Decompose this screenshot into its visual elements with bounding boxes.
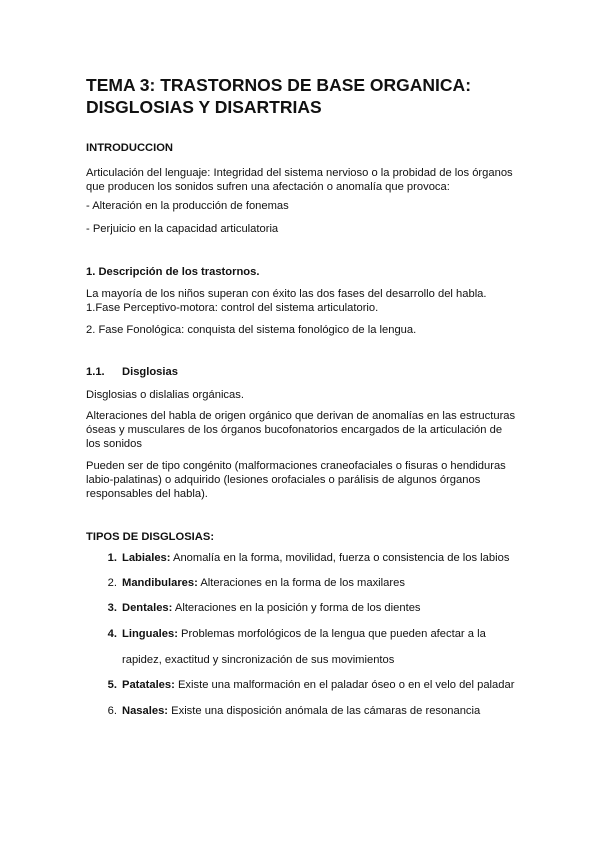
list-item-text: rapidez, exactitud y sincronización de sus movimientos [122,654,395,666]
intro-p1-line2: que producen los sonidos sufren una afectación o anomalía que provoca: [86,181,450,193]
section11-p3-line2: labio-palatinas) o adquirido (lesiones orofaciales o parálisis de algunos órganos [86,474,481,486]
intro-heading: INTRODUCCION [86,142,174,154]
section11-p3-line1: Pueden ser de tipo congénito (malformaciones craneofaciales o fisuras o hendiduras [86,460,506,472]
title-line-1: TEMA 3: TRASTORNOS DE BASE ORGANICA: [86,75,472,95]
intro-bullet-2: - Perjuicio en la capacidad articulatoria [86,223,279,235]
section11-p2-line1: Alteraciones del habla de origen orgánico que derivan de anomalías en las estructuras [86,410,516,422]
section1-heading: 1. Descripción de los trastornos. [86,266,260,278]
section1-p1-line2: 1.Fase Perceptivo-motora: control del sistema articulatorio. [86,302,379,314]
list-item-text: Problemas morfológicos de la lengua que pueden afectar a la [177,628,486,640]
list-item-text: Anomalía en la forma, movilidad, fuerza o consistencia de los labios [170,552,510,564]
section11-title: Disglosias [122,366,178,378]
list-item-text: Alteraciones en la forma de los maxilares [197,577,405,589]
list-item-number: 3. [107,602,117,614]
section11-paragraph-2 [86,409,516,451]
document-title [86,74,516,118]
title-line-2: DISGLOSIAS Y DISARTRIAS [86,97,322,117]
section11-p2-line2: óseas y musculares de los órganos bucofonatorios encargados de la articulación de [86,424,503,436]
section11-p2-line3: los sonidos [86,438,142,450]
section11-paragraph-3 [86,459,516,501]
section11-heading [86,365,516,379]
list-item-number: 5. [107,679,117,691]
list-item-number: 4. [107,628,117,640]
list-item-term: Labiales: [122,552,171,564]
section11-number: 1.1. [86,366,105,378]
intro-paragraph [86,166,516,194]
list-item-number: 2. [107,577,117,589]
list-item-term: Mandibulares: [122,577,198,589]
list-item-text: Existe una malformación en el paladar óseo o en el velo del paladar [174,679,515,691]
section11-paragraph-1: Disglosias o dislalias orgánicas. [86,389,244,401]
list-item-term: Dentales: [122,602,173,614]
list-item-number: 1. [107,552,117,564]
list-item-text: Alteraciones en la posición y forma de los dientes [172,602,421,614]
section11-p3-line3: responsables del habla). [86,488,208,500]
list-item-term: Nasales: [122,705,169,717]
intro-p1-line1: Articulación del lenguaje: Integridad del sistema nervioso o la probidad de los órganos [86,167,513,179]
section1-p1-line1: La mayoría de los niños superan con éxito las dos fases del desarrollo del habla. [86,288,487,300]
list-item-number: 6. [107,705,117,717]
intro-bullet-1: - Alteración en la producción de fonemas [86,200,289,212]
section1-paragraph-2: 2. Fase Fonológica: conquista del sistema fonológico de la lengua. [86,324,417,336]
types-heading: TIPOS DE DISGLOSIAS: [86,531,215,543]
list-item-term: Linguales: [122,628,178,640]
list-item-term: Patatales: [122,679,175,691]
list-item-text: Existe una disposición anómala de las cámaras de resonancia [168,705,481,717]
section1-paragraph-1 [86,287,516,315]
